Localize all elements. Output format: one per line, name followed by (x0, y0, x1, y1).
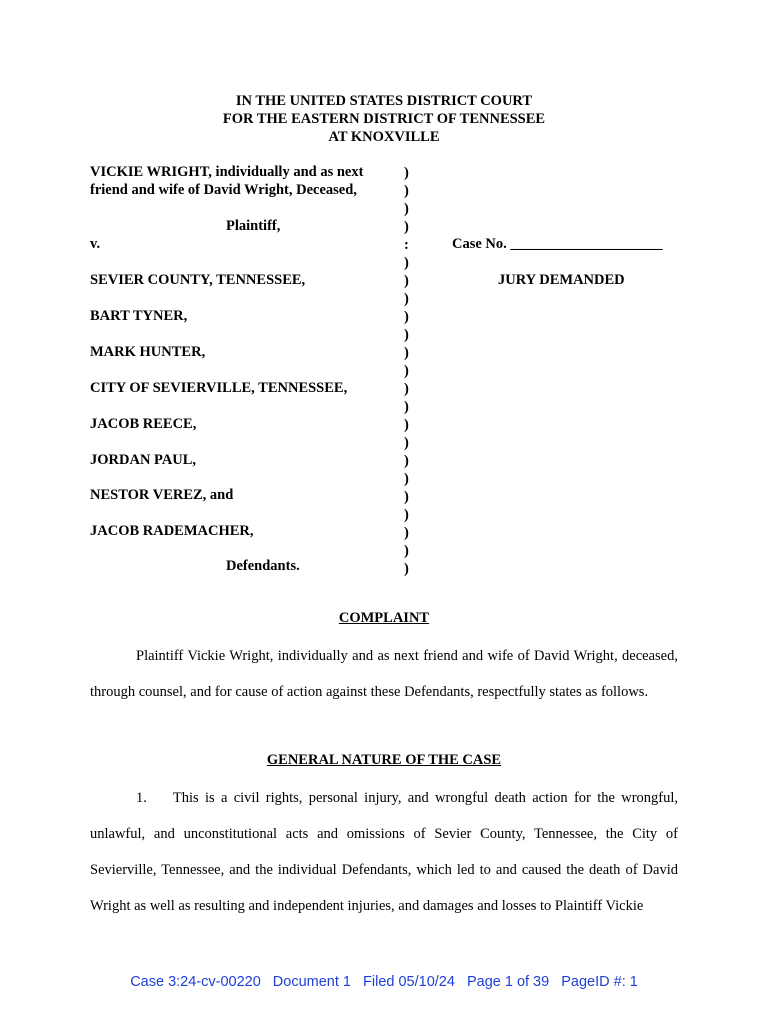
caption-bracket-mark: ) (404, 201, 409, 217)
court-name: IN THE UNITED STATES DISTRICT COURT (235, 93, 533, 109)
defendant-name: JORDAN PAUL, (90, 452, 197, 468)
caption-bracket-mark: ) (404, 345, 409, 361)
versus: v. (90, 236, 101, 252)
caption-bracket-mark: ) (404, 219, 409, 235)
caption-bracket-mark: ) (404, 489, 409, 505)
defendant-name: JACOB REECE, (90, 416, 197, 432)
caption-bracket (404, 164, 414, 578)
footer-page: Page 1 of 39 (466, 974, 550, 990)
footer-pageid: PageID #: 1 (561, 974, 638, 990)
caption-bracket-mark: ) (404, 363, 409, 379)
caption-bracket-mark: ) (404, 453, 409, 469)
caption-bracket-mark: : (404, 237, 409, 253)
caption-bracket-mark: ) (404, 561, 409, 577)
caption-bracket-mark: ) (404, 255, 409, 271)
plaintiff-role: Plaintiff, (226, 218, 281, 234)
plaintiff-name: VICKIE WRIGHT, individually and as next (90, 164, 364, 180)
caption-bracket-mark: ) (404, 165, 409, 181)
defendant-role: Defendants. (226, 558, 300, 574)
defendant-name: SEVIER COUNTY, TENNESSEE, (90, 272, 306, 288)
caption-bracket-mark: ) (404, 309, 409, 325)
caption-bracket-mark: ) (404, 417, 409, 433)
caption-bracket-mark: ) (404, 507, 409, 523)
caption-bracket-mark: ) (404, 273, 409, 289)
paragraph-number: 1. (136, 790, 147, 806)
intro-paragraph: Plaintiff Vickie Wright, individually and as next friend and wife of David Wright, deceased, through counsel, and for cause of action against these Defendants, respectfully states as follows. (90, 648, 678, 700)
paragraph-text: This is a civil rights, personal injury, and wrongful death action for the wrongful, unlawful, and unconstitutional acts and omissions of Sevier County, Tennessee, the City of Sevierville, Tennessee, and the individual Defendants, which led to and caused the death of David Wright as well as resulting and independent injuries, and damages and losses to Plaintiff Vickie (90, 790, 678, 914)
court-district: FOR THE EASTERN DISTRICT OF TENNESSEE (222, 111, 546, 127)
jury-demanded: JURY DEMANDED (498, 272, 625, 288)
case-number: Case No. _____________________ (452, 236, 663, 252)
caption-bracket-mark: ) (404, 435, 409, 451)
court-header (0, 92, 768, 146)
caption-bracket-mark: ) (404, 525, 409, 541)
caption-bracket-mark: ) (404, 183, 409, 199)
defendant-name: JACOB RADEMACHER, (90, 523, 254, 539)
section-title: GENERAL NATURE OF THE CASE (266, 752, 502, 768)
caption-bracket-mark: ) (404, 399, 409, 415)
court-location: AT KNOXVILLE (328, 129, 440, 145)
footer-case-number: Case 3:24-cv-00220 (130, 974, 261, 990)
defendant-name: MARK HUNTER, (90, 344, 206, 360)
caption-bracket-mark: ) (404, 381, 409, 397)
caption-bracket-mark: ) (404, 327, 409, 343)
caption-bracket-mark: ) (404, 543, 409, 559)
page-footer (0, 974, 768, 990)
footer-document: Document 1 (272, 974, 351, 990)
caption-bracket-mark: ) (404, 471, 409, 487)
defendant-name: CITY OF SEVIERVILLE, TENNESSEE, (90, 380, 348, 396)
caption-bracket-mark: ) (404, 291, 409, 307)
footer-filed-date: Filed 05/10/24 (363, 974, 455, 990)
document-title: COMPLAINT (338, 610, 430, 626)
numbered-paragraph (90, 780, 678, 924)
plaintiff-description: friend and wife of David Wright, Deceased, (90, 182, 357, 198)
defendant-name: BART TYNER, (90, 308, 188, 324)
defendant-name: NESTOR VEREZ, and (90, 487, 234, 503)
